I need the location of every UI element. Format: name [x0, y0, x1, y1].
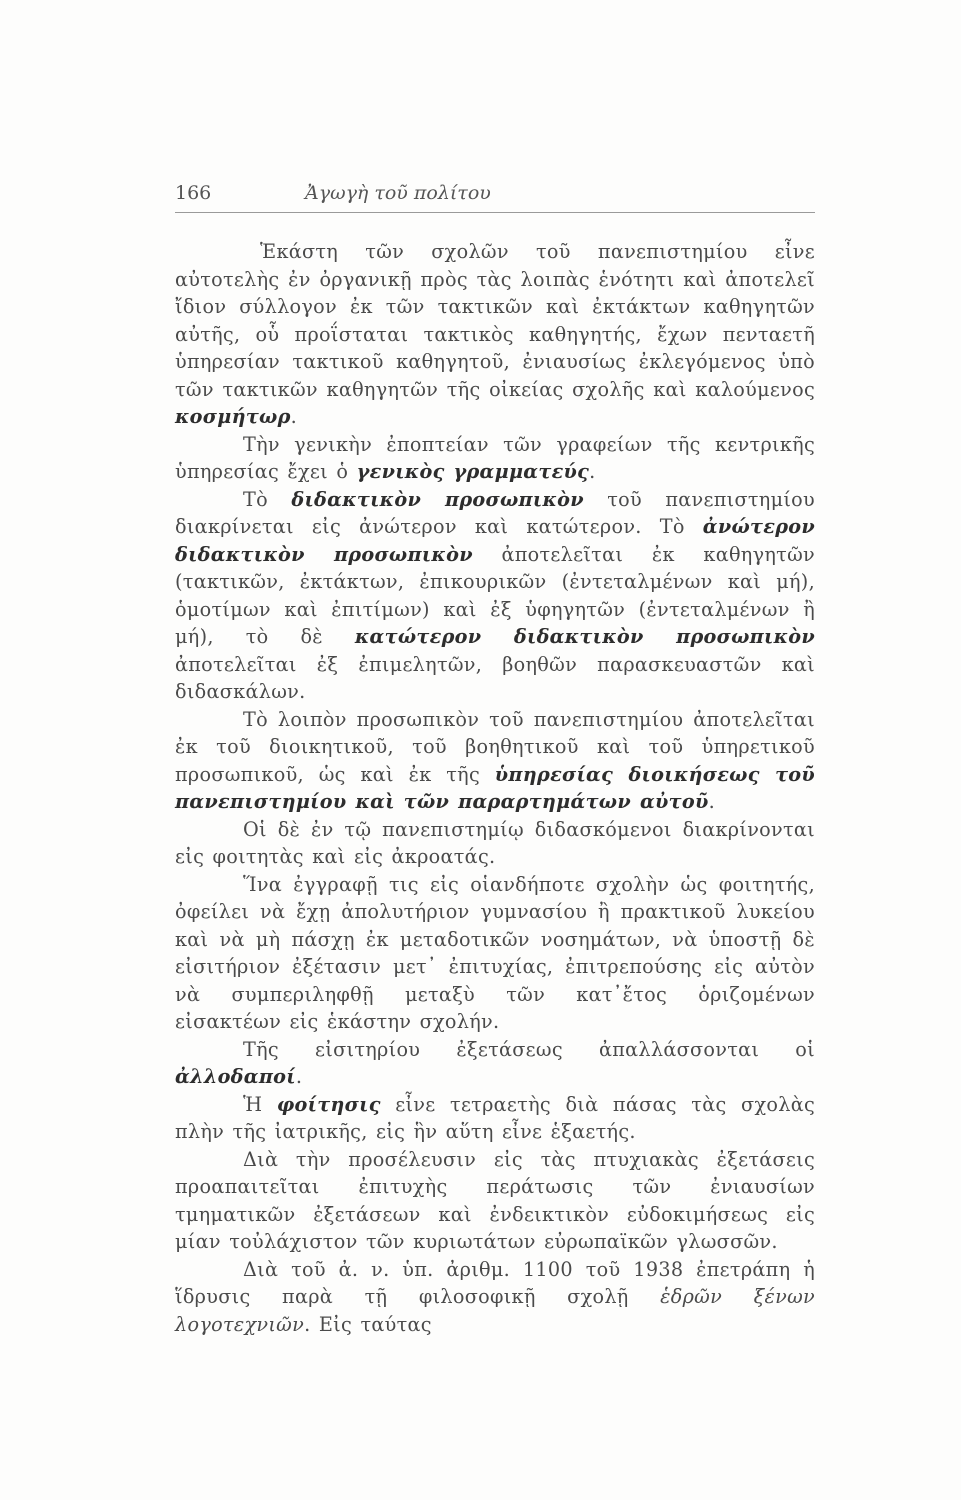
- paragraph-text: Τὴν γενικὴν ἐποπτείαν τῶν γραφείων τῆς κεντρικῆς ὑπηρεσίας ἔχει ὁ: [175, 432, 815, 483]
- paragraph-text: Διὰ τὴν προσέλευσιν εἰς τὰς πτυχιακὰς ἐξετάσεις προαπαιτεῖται ἐπιτυχὴς περάτωσις τῶν ἐνιαυσίων τμηματικῶν ἐξετάσεων καὶ ἐνδεικτικὸν εὐδοκιμήσεως εἰς μίαν τοὐλάχιστον τῶν κυριωτάτων εὐρωπαϊκῶν γλωσσῶν.: [175, 1147, 815, 1253]
- paragraph: [175, 486, 815, 706]
- running-title: Ἀγωγὴ τοῦ πολίτου: [305, 182, 491, 204]
- emphasized-term: κοσμήτωρ: [175, 405, 291, 428]
- emphasized-term: ἀλλοδαποί: [175, 1065, 296, 1088]
- paragraph: [175, 238, 815, 431]
- paragraph-text: .: [295, 1065, 303, 1088]
- paragraph: [175, 816, 815, 871]
- emphasized-term: φοίτησις: [276, 1092, 381, 1116]
- page-header: [175, 182, 815, 212]
- paragraph-text: Διὰ τοῦ ἀ. ν. ὑπ. ἀριθμ. 1100 τοῦ 1938 ἐπετράπη ἡ ἵδρυσις παρὰ τῇ φιλοσοφικῇ σχολῇ: [175, 1257, 815, 1308]
- emphasized-term: διδακτικὸν προσωπικὸν: [291, 487, 584, 511]
- paragraph-text: Οἱ δὲ ἐν τῷ πανεπιστημίῳ διδασκόμενοι διακρίνονται εἰς φοιτητὰς καὶ εἰς ἀκροατάς.: [175, 817, 815, 868]
- paragraph-text: Τῆς εἰσιτηρίου ἐξετάσεως ἀπαλλάσσονται οἱ: [243, 1037, 815, 1061]
- paragraph-text: .: [708, 790, 715, 813]
- paragraph: [175, 1091, 815, 1146]
- paragraph: [175, 871, 815, 1036]
- page-number: 166: [175, 182, 212, 204]
- paragraph-text: Ἵνα ἐγγραφῇ τις εἰς οἱανδήποτε σχολὴν ὡς φοιτητής, ὀφείλει νὰ ἔχῃ ἀπολυτήριον γυμνασίου ἢ πρακτικοῦ λυκείου καὶ νὰ μὴ πάσχῃ ἐκ μεταδοτικῶν νοσημάτων, νὰ ὑποστῇ δὲ εἰσιτήριον ἐξέτασιν μετ᾽ ἐπιτυχίας, ἐπιτρεπούσης εἰς αὐτὸν νὰ συμπεριληφθῇ μεταξὺ τῶν κατ᾽ἔτος ὁριζομένων εἰσακτέων εἰς ἑκάστην σχολήν.: [175, 872, 815, 1033]
- paragraph-text: Ἑκάστη τῶν σχολῶν τοῦ πανεπιστημίου εἶνε αὐτοτελὴς ἐν ὀργανικῇ πρὸς τὰς λοιπὰς ἑνότητι καὶ ἀποτελεῖ ἴδιον σύλλογον ἐκ τῶν τακτικῶν καὶ ἐκτάκτων καθηγητῶν αὐτῆς, οὗ προΐσταται τακτικὸς καθηγητής, ἔχων πενταετῆ ὑπηρεσίαν τακτικοῦ καθηγητοῦ, ἐνιαυσίως ἐκλεγόμενος ὑπὸ τῶν τακτικῶν καθηγητῶν τῆς οἰκείας σχολῆς καὶ καλούμενος: [175, 240, 815, 401]
- paragraph-text: Ἡ: [243, 1092, 277, 1116]
- emphasized-term: ἀνώτερον διδακτικὸν προσωπικὸν: [175, 515, 815, 566]
- paragraph-text: τοῦ πανεπιστημίου διακρίνεται εἰς ἀνώτερον καὶ κατώτερον. Τὸ: [175, 487, 815, 538]
- paragraph-text: Τὸ λοιπὸν προσωπικὸν τοῦ πανεπιστημίου ἀποτελεῖται ἐκ τοῦ διοικητικοῦ, τοῦ βοηθητικοῦ καὶ τοῦ ὑπηρετικοῦ προσωπικοῦ, ὡς καὶ ἐκ τῆς: [175, 707, 815, 786]
- paragraph-text: εἶνε τετραετὴς διὰ πάσας τὰς σχολὰς πλὴν τῆς ἰατρικῆς, εἰς ἣν αὕτη εἶνε ἑξαετής.: [175, 1092, 815, 1143]
- paragraph: [175, 1036, 815, 1091]
- paragraph-text: .: [290, 405, 298, 428]
- paragraph: [175, 706, 815, 816]
- paragraph-text: ἀποτελεῖται ἐκ καθηγητῶν (τακτικῶν, ἐκτάκτων, ἐπικουρικῶν (ἐντεταλμένων καὶ μή), ὁμοτίμων καὶ ἐπιτίμων) καὶ ἐξ ὑφηγητῶν (ἐντεταλμένων ἢ μή), τὸ δὲ: [175, 542, 815, 648]
- paragraph-text: ἀποτελεῖται ἐξ ἐπιμελητῶν, βοηθῶν παρασκευαστῶν καὶ διδασκάλων.: [175, 652, 815, 703]
- paragraph-text: . Εἰς ταύτας: [304, 1312, 432, 1336]
- emphasized-term: γενικὸς γραμματεύς: [356, 460, 590, 483]
- emphasized-term: ὑπηρεσίας διοικήσεως τοῦ πανεπιστημίου καὶ τῶν παραρτημάτων αὐτοῦ: [175, 762, 815, 813]
- paragraph: [175, 1256, 815, 1339]
- paragraph-text: .: [589, 460, 596, 483]
- emphasized-term: κατώτερον διδακτικὸν προσωπικὸν: [354, 625, 815, 648]
- body-text: [175, 238, 815, 1338]
- emphasized-term: ἑδρῶν ξένων λογοτεχνιῶν: [175, 1285, 815, 1336]
- paragraph: [175, 431, 815, 486]
- paragraph-text: Τὸ: [243, 487, 292, 511]
- paragraph: [175, 1146, 815, 1256]
- header-rule: [175, 212, 815, 213]
